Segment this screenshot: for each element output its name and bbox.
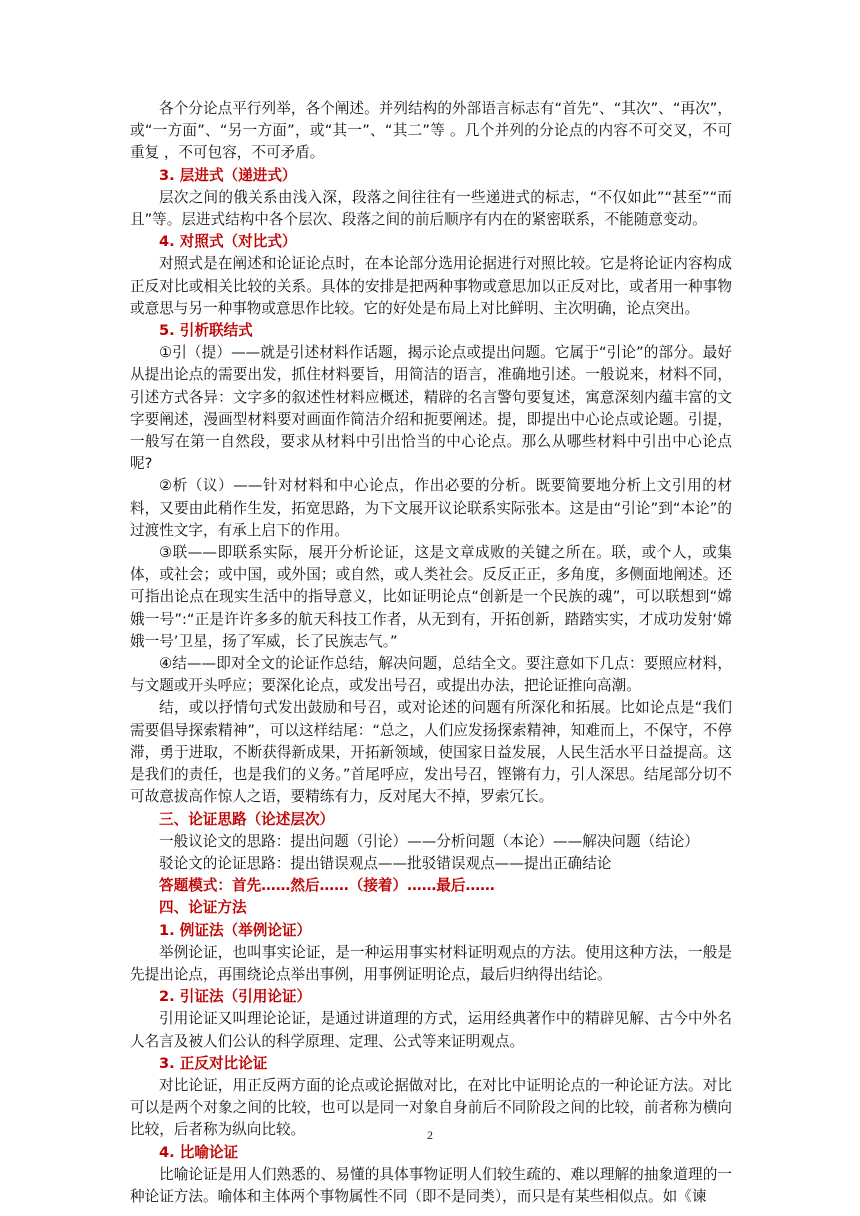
section-heading: 4. 对照式（对比式） [159, 233, 297, 251]
section-heading: 5. 引析联结式 [159, 322, 253, 340]
paragraph: 层次之间的俄关系由浅入深，段落之间往往有一些递进式的标志，“不仅如此”“甚至”“而且”等。层进式结构中各个层次、段落之间的前后顺序有内在的紧密联系，不能随意变动。 [130, 188, 732, 229]
document-page [130, 98, 732, 1208]
section-heading: 四、论证方法 [159, 899, 247, 917]
paragraph: 对比论证，用正反两方面的论点或论据做对比，在对比中证明论点的一种论证方法。对比可以是两个对象之间的比较，也可以是同一对象自身前后不同阶段之间的比较，前者称为横向比较，后者称为纵向比较。 [130, 1076, 732, 1139]
paragraph: 各个分论点平行列举，各个阐述。并列结构的外部语言标志有“首先”、“其次”、“再次”，或“一方面”、“另一方面”，或“其一”、“其二”等 。几个并列的分论点的内容不可交叉，不可重复 ，不可包容，不可矛盾。 [130, 100, 732, 162]
paragraph: 一般议论文的思路：提出问题（引论）——分析问题（本论）——解决问题（结论） [159, 832, 699, 850]
page-number: 2 [427, 1128, 433, 1142]
paragraph: 驳论文的论证思路：提出错误观点——批驳错误观点——提出正确结论 [159, 854, 612, 872]
section-heading: 2. 引证法（引用论证） [159, 988, 312, 1006]
paragraph: 对照式是在阐述和论证论点时，在本论部分选用论据进行对照比较。它是将论证内容构成正反对比或相关比较的关系。具体的安排是把两种事物或意思加以正反对比，或者用一种事物或意思与另一种事物或意思作比较。它的好处是布局上对比鲜明、主次明确，论点突出。 [130, 255, 732, 317]
paragraph: ②析（议）——针对材料和中心论点，作出必要的分析。既要简要地分析上文引用的材料，又要由此稍作生发，拓宽思路，为下文展开议论联系实际张本。这是由“引论”到“本论”的过渡性文字，有承上启下的作用。 [130, 477, 732, 539]
answer-pattern-heading: 答题模式：首先……然后……（接着）……最后…… [159, 877, 495, 895]
paragraph: ③联——即联系实际，展开分析论证，这是文章成败的关键之所在。联，或个人，或集体，或社会；或中国，或外国；或自然，或人类社会。反反正正，多角度，多侧面地阐述。还可指出论点在现实生活中的指导意义，比如证明论点“创新是一个民族的魂”，可以联想到“嫦娥一号”:“正是许许多多的航天科技工作者，从无到有，开拓创新，踏踏实实，才成功发射‘嫦娥一号’卫星，扬了军威，长了民族志气。” [130, 544, 732, 650]
paragraph: 结，或以抒情句式发出鼓励和号召，或对论述的问题有所深化和拓展。比如论点是“我们需要倡导探索精神”，可以这样结尾：“总之，人们应发扬探索精神，知难而上，不保守，不停滞，勇于进取，不断获得新成果，开拓新领域，使国家日益发展，人民生活水平日益提高。这是我们的责任，也是我们的义务。”首尾呼应，发出号召，铿锵有力，引人深思。结尾部分切不可故意拔高作惊人之语，要精练有力，反对尾大不掉，罗索冗长。 [130, 699, 732, 806]
paragraph: ①引（提）——就是引述材料作话题，揭示论点或提出问题。它属于“引论”的部分。最好从提出论点的需要出发，抓住材料要旨，用简洁的语言，准确地引述。一般说来，材料不同，引述方式各异：文字多的叙述性材料应概述，精辟的名言警句要复述，寓意深刻内蕴丰富的文字要阐述，漫画型材料要对画面作简洁介绍和扼要阐述。提，即提出中心论点或论题。引提，一般写在第一自然段，要求从材料中引出恰当的中心论点。那么从哪些材料中引出中心论点呢? [130, 344, 732, 473]
section-heading: 3. 正反对比论证 [159, 1054, 268, 1072]
section-heading: 4. 比喻论证 [159, 1143, 239, 1161]
section-heading: 3. 层进式（递进式） [159, 166, 297, 184]
paragraph: ④结——即对全文的论证作总结，解决问题，总结全文。要注意如下几点：要照应材料，与文题或开头呼应；要深化论点，或发出号召，或提出办法，把论证推向高潮。 [130, 655, 732, 695]
paragraph: 比喻论证是用人们熟悉的、易懂的具体事物证明人们较生疏的、难以理解的抽象道理的一种论证方法。喻体和主体两个事物属性不同（即不是同类），而只是有某些相似点。如《谏 [130, 1165, 732, 1205]
section-heading: 三、论证思路（论述层次） [159, 810, 335, 828]
paragraph: 引用论证又叫理论论证，是通过讲道理的方式，运用经典著作中的精辟见解、古今中外名人名言及被人们公认的科学原理、定理、公式等来证明观点。 [130, 1010, 732, 1050]
paragraph: 举例论证，也叫事实论证，是一种运用事实材料证明观点的方法。使用这种方法，一般是先提出论点，再围绕论点举出事例，用事例证明论点，最后归纳得出结论。 [130, 943, 732, 983]
section-heading: 1. 例证法（举例论证） [159, 921, 312, 939]
